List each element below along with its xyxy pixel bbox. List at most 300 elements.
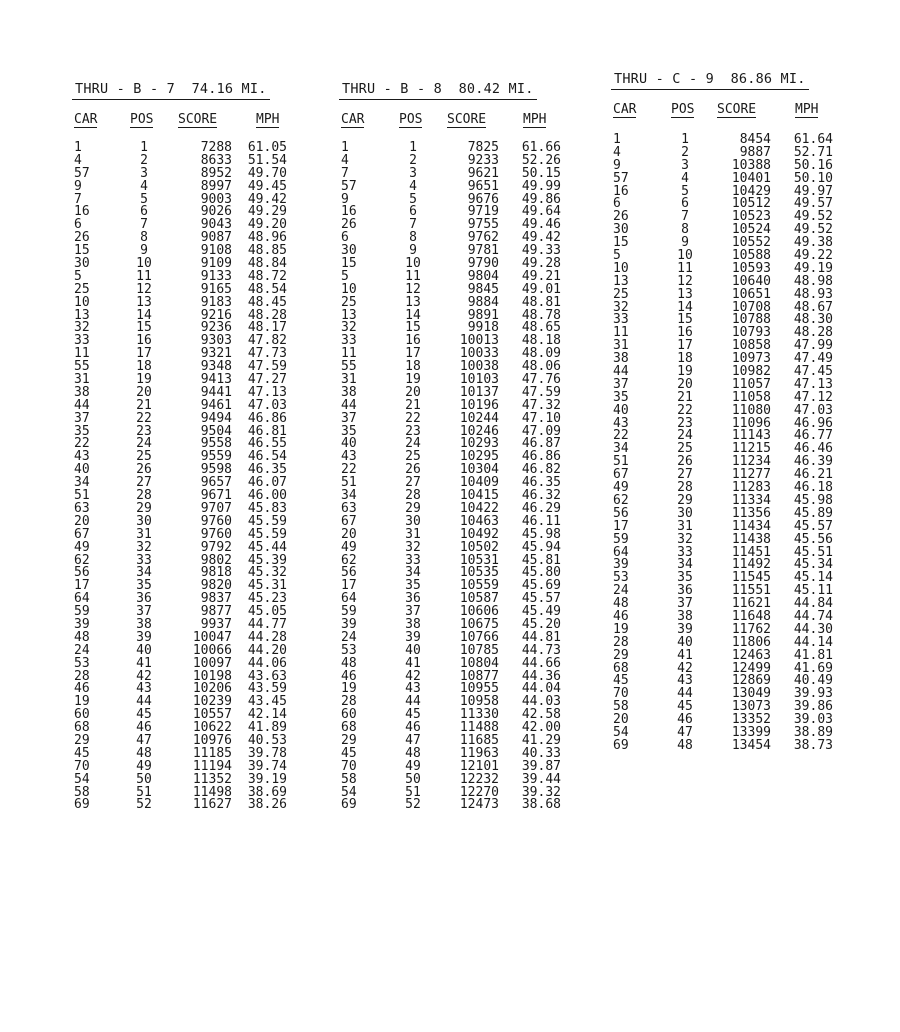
score-cell: 10982: [731, 364, 771, 380]
car-number-cell: 67: [74, 526, 90, 542]
table-row: [611, 454, 833, 470]
car-number-cell: 25: [341, 294, 357, 310]
score-cell: 9887: [739, 144, 771, 160]
table-row: [72, 372, 287, 388]
mph-cell: 47.59: [247, 359, 287, 375]
position-cell: 25: [405, 449, 421, 465]
col-header-mph: MPH: [795, 102, 819, 117]
table-row: [339, 475, 561, 491]
mph-cell: 45.98: [521, 526, 561, 542]
table-row: [611, 480, 833, 496]
position-cell: 7: [140, 217, 148, 233]
mph-cell: 44.77: [247, 616, 287, 632]
score-cell: 12463: [731, 647, 771, 663]
mph-cell: 44.06: [247, 655, 287, 671]
table-row: [611, 492, 833, 508]
score-cell: 10588: [731, 248, 771, 264]
score-cell: 8633: [200, 152, 232, 168]
car-number-cell: 7: [74, 191, 82, 207]
car-number-cell: 9: [74, 178, 82, 194]
mph-cell: 49.46: [521, 217, 561, 233]
score-cell: 9413: [200, 372, 232, 388]
table-row: [611, 557, 833, 573]
table-row: [72, 578, 287, 594]
score-cell: 11058: [731, 389, 771, 405]
score-cell: 9707: [200, 500, 232, 516]
table-row: [611, 544, 833, 560]
score-cell: 10066: [192, 642, 232, 658]
table-row: [339, 462, 561, 478]
score-cell: 10976: [192, 732, 232, 748]
table-row: [72, 410, 287, 426]
score-cell: 10587: [459, 591, 499, 607]
position-cell: 14: [405, 307, 421, 323]
mph-cell: 48.06: [521, 359, 561, 375]
score-cell: 9303: [200, 333, 232, 349]
position-cell: 13: [136, 294, 152, 310]
score-cell: 10640: [731, 273, 771, 289]
table-row: [339, 268, 561, 284]
mph-cell: 48.72: [247, 268, 287, 284]
score-cell: 11194: [192, 758, 232, 774]
car-number-cell: 67: [613, 467, 629, 483]
score-cell: 10103: [459, 372, 499, 388]
position-cell: 15: [405, 320, 421, 336]
table-row: [72, 629, 287, 645]
score-cell: 10304: [459, 462, 499, 478]
mph-cell: 49.64: [521, 204, 561, 220]
mph-cell: 50.15: [521, 165, 561, 181]
score-cell: 10785: [459, 642, 499, 658]
mph-cell: 47.59: [521, 384, 561, 400]
score-cell: 9441: [200, 384, 232, 400]
table-row: [72, 268, 287, 284]
car-number-cell: 30: [613, 222, 629, 238]
column-header-row: [72, 112, 280, 128]
score-cell: 9233: [467, 152, 499, 168]
position-cell: 31: [136, 526, 152, 542]
car-number-cell: 19: [613, 621, 629, 637]
mph-cell: 48.78: [521, 307, 561, 323]
score-cell: 12270: [459, 784, 499, 800]
table-row: [72, 294, 287, 310]
mph-cell: 48.98: [793, 273, 833, 289]
position-cell: 33: [405, 552, 421, 568]
col-header-mph: MPH: [256, 112, 280, 127]
mph-cell: 45.51: [793, 544, 833, 560]
table-row: [339, 681, 561, 697]
car-number-cell: 44: [341, 397, 357, 413]
mph-cell: 49.45: [247, 178, 287, 194]
car-number-cell: 24: [74, 642, 90, 658]
score-cell: 10415: [459, 488, 499, 504]
score-cell: 11438: [731, 531, 771, 547]
mph-cell: 48.45: [247, 294, 287, 310]
car-number-cell: 68: [341, 720, 357, 736]
score-cell: 11234: [731, 454, 771, 470]
car-number-cell: 6: [74, 217, 82, 233]
mph-cell: 48.17: [247, 320, 287, 336]
score-cell: 11143: [731, 428, 771, 444]
score-cell: 11621: [731, 596, 771, 612]
position-cell: 49: [136, 758, 152, 774]
car-number-cell: 15: [341, 256, 357, 272]
car-number-cell: 39: [341, 616, 357, 632]
score-cell: 9236: [200, 320, 232, 336]
car-number-cell: 56: [613, 505, 629, 521]
car-number-cell: 48: [613, 596, 629, 612]
table-row: [611, 299, 833, 315]
table-row: [611, 647, 833, 663]
position-cell: 7: [681, 209, 689, 225]
mph-cell: 47.73: [247, 346, 287, 362]
mph-cell: 46.35: [521, 475, 561, 491]
score-cell: 10708: [731, 299, 771, 315]
position-cell: 41: [677, 647, 693, 663]
table-row: [611, 222, 833, 238]
results-rows: [72, 140, 287, 813]
table-row: [72, 333, 287, 349]
table-row: [339, 539, 561, 555]
position-cell: 32: [677, 531, 693, 547]
mph-cell: 49.52: [793, 209, 833, 225]
table-row: [611, 183, 833, 199]
car-number-cell: 33: [341, 333, 357, 349]
mph-cell: 49.38: [793, 235, 833, 251]
car-number-cell: 57: [613, 170, 629, 186]
table-row: [339, 320, 561, 336]
position-cell: 8: [140, 230, 148, 246]
table-row: [72, 256, 287, 272]
mph-cell: 46.77: [793, 428, 833, 444]
table-row: [339, 616, 561, 632]
score-cell: 11551: [731, 583, 771, 599]
table-row: [72, 320, 287, 336]
position-cell: 39: [677, 621, 693, 637]
mph-cell: 46.18: [793, 480, 833, 496]
car-number-cell: 15: [613, 235, 629, 251]
score-cell: 10958: [459, 694, 499, 710]
position-cell: 5: [681, 183, 689, 199]
car-number-cell: 46: [613, 608, 629, 624]
table-row: [72, 539, 287, 555]
score-cell: 10606: [459, 604, 499, 620]
position-cell: 14: [677, 299, 693, 315]
score-cell: 13352: [731, 712, 771, 728]
score-cell: 10793: [731, 325, 771, 341]
table-row: [339, 165, 561, 181]
score-cell: 9755: [467, 217, 499, 233]
mph-cell: 49.86: [521, 191, 561, 207]
position-cell: 4: [409, 178, 417, 194]
position-cell: 26: [677, 454, 693, 470]
table-row: [339, 707, 561, 723]
position-cell: 37: [136, 604, 152, 620]
position-cell: 11: [405, 268, 421, 284]
position-cell: 41: [136, 655, 152, 671]
score-cell: 9790: [467, 256, 499, 272]
position-cell: 12: [677, 273, 693, 289]
mph-cell: 41.81: [793, 647, 833, 663]
position-cell: 29: [677, 492, 693, 508]
mph-cell: 49.21: [521, 268, 561, 284]
score-cell: 10858: [731, 338, 771, 354]
car-number-cell: 40: [74, 462, 90, 478]
table-row: [72, 707, 287, 723]
car-number-cell: 25: [613, 286, 629, 302]
mph-cell: 46.82: [521, 462, 561, 478]
car-number-cell: 28: [74, 668, 90, 684]
car-number-cell: 55: [341, 359, 357, 375]
score-cell: 11057: [731, 376, 771, 392]
table-row: [611, 260, 833, 276]
score-cell: 12473: [459, 797, 499, 813]
score-cell: 11215: [731, 441, 771, 457]
col-header-pos: POS: [130, 112, 154, 127]
table-row: [72, 436, 287, 452]
car-number-cell: 31: [341, 372, 357, 388]
position-cell: 40: [136, 642, 152, 658]
score-cell: 11283: [731, 480, 771, 496]
table-row: [339, 178, 561, 194]
col-header-pos: POS: [671, 102, 695, 117]
position-cell: 44: [136, 694, 152, 710]
table-row: [611, 634, 833, 650]
position-cell: 13: [677, 286, 693, 302]
score-cell: 10013: [459, 333, 499, 349]
car-number-cell: 10: [341, 281, 357, 297]
col-header-score: SCORE: [178, 112, 218, 127]
position-cell: 45: [136, 707, 152, 723]
position-cell: 41: [405, 655, 421, 671]
position-cell: 33: [677, 544, 693, 560]
position-cell: 7: [409, 217, 417, 233]
mph-cell: 50.10: [793, 170, 833, 186]
table-row: [611, 712, 833, 728]
table-row: [72, 745, 287, 761]
position-cell: 51: [405, 784, 421, 800]
car-number-cell: 51: [341, 475, 357, 491]
car-number-cell: 16: [74, 204, 90, 220]
mph-cell: 40.33: [521, 745, 561, 761]
position-cell: 23: [677, 415, 693, 431]
table-row: [611, 596, 833, 612]
position-cell: 3: [409, 165, 417, 181]
position-cell: 12: [136, 281, 152, 297]
position-cell: 25: [136, 449, 152, 465]
mph-cell: 47.82: [247, 333, 287, 349]
position-cell: 27: [136, 475, 152, 491]
mph-cell: 41.89: [247, 720, 287, 736]
table-row: [339, 243, 561, 259]
car-number-cell: 13: [341, 307, 357, 323]
position-cell: 9: [409, 243, 417, 259]
mph-cell: 49.22: [793, 248, 833, 264]
table-row: [72, 397, 287, 413]
mph-cell: 46.96: [793, 415, 833, 431]
table-row: [339, 140, 561, 155]
col-header-car: CAR: [341, 112, 365, 127]
position-cell: 17: [677, 338, 693, 354]
mph-cell: 39.78: [247, 745, 287, 761]
car-number-cell: 69: [341, 797, 357, 813]
car-number-cell: 70: [74, 758, 90, 774]
position-cell: 43: [405, 681, 421, 697]
mph-cell: 44.66: [521, 655, 561, 671]
mph-cell: 46.32: [521, 488, 561, 504]
position-cell: 50: [136, 771, 152, 787]
table-row: [611, 338, 833, 354]
table-row: [72, 449, 287, 465]
car-number-cell: 19: [341, 681, 357, 697]
car-number-cell: 39: [613, 557, 629, 573]
position-cell: 52: [405, 797, 421, 813]
table-row: [339, 513, 561, 529]
score-cell: 13073: [731, 699, 771, 715]
mph-cell: 39.74: [247, 758, 287, 774]
car-number-cell: 40: [341, 436, 357, 452]
car-number-cell: 32: [613, 299, 629, 315]
table-row: [72, 681, 287, 697]
mph-cell: 44.04: [521, 681, 561, 697]
car-number-cell: 51: [613, 454, 629, 470]
score-cell: 10552: [731, 235, 771, 251]
mph-cell: 45.31: [247, 578, 287, 594]
score-cell: 11498: [192, 784, 232, 800]
car-number-cell: 49: [341, 539, 357, 555]
car-number-cell: 4: [613, 144, 621, 160]
car-number-cell: 60: [74, 707, 90, 723]
table-row: [72, 243, 287, 259]
table-row: [339, 294, 561, 310]
score-cell: 10559: [459, 578, 499, 594]
score-cell: 9026: [200, 204, 232, 220]
car-number-cell: 51: [74, 488, 90, 504]
table-row: [339, 436, 561, 452]
score-cell: 9348: [200, 359, 232, 375]
mph-cell: 45.81: [521, 552, 561, 568]
position-cell: 19: [677, 364, 693, 380]
position-cell: 38: [405, 616, 421, 632]
position-cell: 31: [677, 518, 693, 534]
table-row: [611, 467, 833, 483]
position-cell: 18: [136, 359, 152, 375]
mph-cell: 49.19: [793, 260, 833, 276]
car-number-cell: 48: [341, 655, 357, 671]
score-cell: 9802: [200, 552, 232, 568]
table-row: [339, 256, 561, 272]
mph-cell: 45.49: [521, 604, 561, 620]
mph-cell: 44.14: [793, 634, 833, 650]
position-cell: 19: [136, 372, 152, 388]
table-row: [72, 591, 287, 607]
car-number-cell: 67: [341, 513, 357, 529]
score-cell: 10877: [459, 668, 499, 684]
table-row: [611, 196, 833, 212]
car-number-cell: 11: [341, 346, 357, 362]
mph-cell: 48.96: [247, 230, 287, 246]
score-cell: 10523: [731, 209, 771, 225]
score-cell: 9918: [467, 320, 499, 336]
car-number-cell: 20: [341, 526, 357, 542]
mph-cell: 46.81: [247, 423, 287, 439]
position-cell: 16: [136, 333, 152, 349]
table-row: [611, 273, 833, 289]
table-row: [611, 415, 833, 431]
car-number-cell: 57: [341, 178, 357, 194]
car-number-cell: 62: [74, 552, 90, 568]
score-cell: 10651: [731, 286, 771, 302]
table-row: [72, 655, 287, 671]
mph-cell: 49.42: [521, 230, 561, 246]
position-cell: 34: [136, 565, 152, 581]
score-cell: 10038: [459, 359, 499, 375]
position-cell: 16: [405, 333, 421, 349]
car-number-cell: 60: [341, 707, 357, 723]
position-cell: 48: [136, 745, 152, 761]
car-number-cell: 58: [341, 771, 357, 787]
results-rows: [339, 140, 561, 813]
score-cell: 8997: [200, 178, 232, 194]
table-row: [339, 500, 561, 516]
position-cell: 40: [677, 634, 693, 650]
car-number-cell: 37: [341, 410, 357, 426]
car-number-cell: 37: [74, 410, 90, 426]
table-row: [611, 376, 833, 392]
position-cell: 5: [140, 191, 148, 207]
car-number-cell: 69: [613, 737, 629, 753]
table-row: [611, 621, 833, 637]
score-cell: 9657: [200, 475, 232, 491]
table-row: [611, 570, 833, 586]
car-number-cell: 34: [613, 441, 629, 457]
position-cell: 35: [677, 570, 693, 586]
table-row: [339, 281, 561, 297]
table-row: [339, 720, 561, 736]
table-row: [72, 346, 287, 362]
position-cell: 43: [136, 681, 152, 697]
position-cell: 50: [405, 771, 421, 787]
position-cell: 1: [140, 140, 148, 155]
mph-cell: 38.89: [793, 724, 833, 740]
mph-cell: 48.09: [521, 346, 561, 362]
car-number-cell: 10: [74, 294, 90, 310]
mph-cell: 45.94: [521, 539, 561, 555]
mph-cell: 49.33: [521, 243, 561, 259]
position-cell: 18: [677, 351, 693, 367]
car-number-cell: 64: [74, 591, 90, 607]
position-cell: 8: [409, 230, 417, 246]
mph-cell: 48.93: [793, 286, 833, 302]
position-cell: 14: [136, 307, 152, 323]
table-row: [72, 307, 287, 323]
mph-cell: 42.14: [247, 707, 287, 723]
mph-cell: 47.49: [793, 351, 833, 367]
mph-cell: 46.54: [247, 449, 287, 465]
table-row: [611, 325, 833, 341]
position-cell: 39: [136, 629, 152, 645]
score-cell: 11685: [459, 732, 499, 748]
table-row: [339, 191, 561, 207]
mph-cell: 47.03: [247, 397, 287, 413]
position-cell: 30: [405, 513, 421, 529]
mph-cell: 50.16: [793, 157, 833, 173]
mph-cell: 49.57: [793, 196, 833, 212]
table-row: [611, 170, 833, 186]
mph-cell: 51.54: [247, 152, 287, 168]
mph-cell: 40.49: [793, 673, 833, 689]
position-cell: 20: [405, 384, 421, 400]
